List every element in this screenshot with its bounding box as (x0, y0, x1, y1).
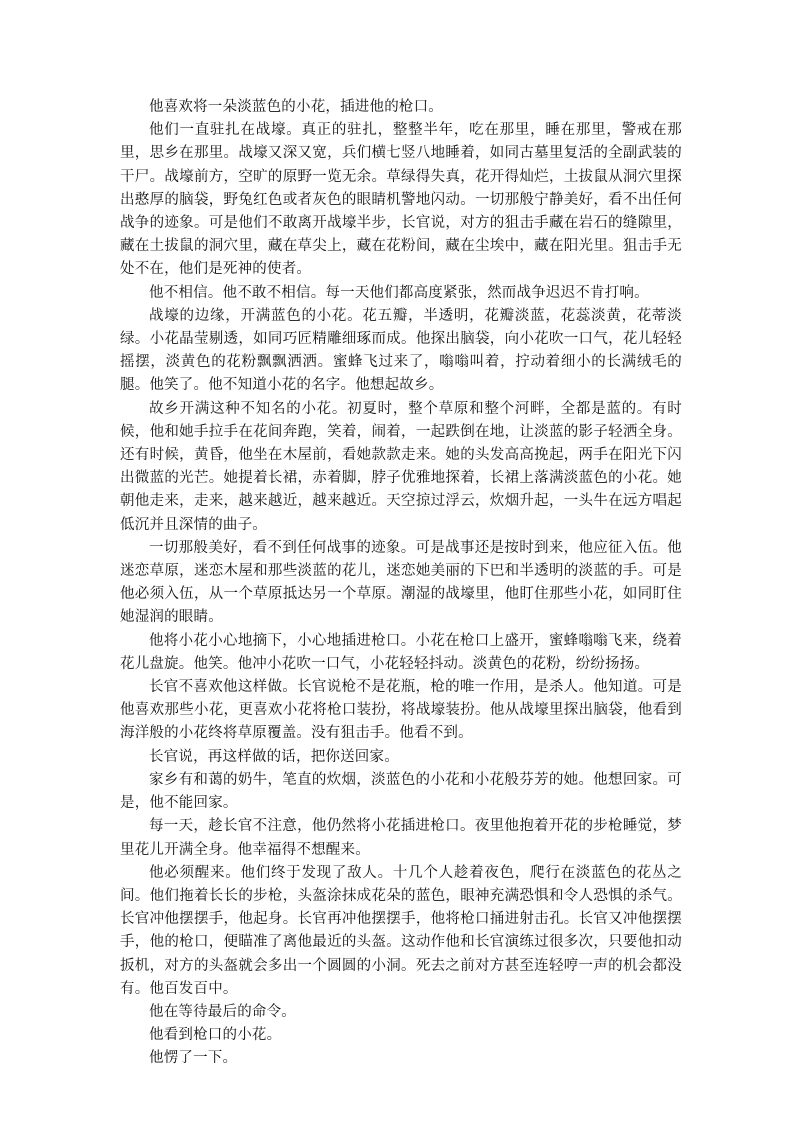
paragraph-9: 长官说，再这样做的话，把你送回家。 (149, 748, 399, 765)
paragraph-12: 他必须醒来。他们终于发现了敌人。十几个人趁着夜色，爬行在淡蓝色的花丛之间。他们拖着长长的步枪，头盔涂抹成花朵的蓝色，眼神充满恐惧和令人恐惧的杀气。长官冲他摆摆手，他起身。长官再冲他摆摆手，他将枪口捅进射击孔。长官又冲他摆摆手，他的枪口，便瞄准了离他最近的头盔。这动作他和长官演练过很多次，只要他扣动扳机，对方的头盔就会多出一个圆圆的小洞。死去之前对方甚至连轻哼一声的机会都没有。他百发百中。 (120, 864, 682, 997)
paragraph-6: 一切那般美好，看不到任何战事的迹象。可是战事还是按时到来，他应征入伍。他迷恋草原，迷恋木屋和那些淡蓝的花儿，迷恋她美丽的下巴和半透明的淡蓝的手。可是他必须入伍，从一个草原抵达另一个草原。潮湿的战壕里，他盯住那些小花，如同盯住她湿润的眼睛。 (120, 539, 682, 626)
paragraph-1: 他喜欢将一朵淡蓝色的小花，插进他的枪口。 (149, 99, 443, 115)
paragraph-14: 他看到枪口的小花。 (149, 1027, 282, 1044)
paragraph-8: 长官不喜欢他这样做。长官说枪不是花瓶，枪的唯一作用，是杀人。他知道。可是他喜欢那些小花，更喜欢小花将枪口装扮，将战壕装扮。他从战壕里探出脑袋，他看到海洋般的小花终将草原覆盖。没有狙击手。他看不到。 (120, 679, 682, 742)
paragraph-3: 他不相信。他不敢不相信。每一天他们都高度紧张，然而战争迟迟不肯打响。 (149, 284, 649, 301)
paragraph-11: 每一天，趁长官不注意，他仍然将小花插进枪口。夜里他抱着开花的步枪睡觉，梦里花儿开满全身。他幸福得不想醒来。 (120, 818, 682, 858)
paragraph-13: 他在等待最后的命令。 (149, 1003, 296, 1020)
paragraph-10: 家乡有和蔼的奶牛，笔直的炊烟，淡蓝色的小花和小花般芬芳的她。他想回家。可是，他不能回家。 (120, 771, 682, 812)
paragraph-4: 战壕的边缘，开满蓝色的小花。花五瓣，半透明，花瓣淡蓝，花蕊淡黄，花蒂淡绿。小花晶莹剔透，如同巧匠精雕细琢而成。他探出脑袋，向小花吹一口气，花儿轻轻摇摆，淡黄色的花粉飘飘洒洒。蜜蜂飞过来了，嗡嗡叫着，拧动着细小的长满绒毛的腿。他笑了。他不知道小花的名字。他想起故乡。 (120, 307, 682, 394)
paragraph-5: 故乡开满这种不知名的小花。初夏时，整个草原和整个河畔，全都是蓝的。有时候，他和她手拉手在花间奔跑，笑着，闹着，一起跌倒在地，让淡蓝的影子轻洒全身。还有时候，黄昏，他坐在木屋前，看她款款走来。她的头发高高挽起，两手在阳光下闪出微蓝的光芒。她提着长裙，赤着脚，脖子优雅地探着，长裙上落满淡蓝色的小花。她朝他走来，走来，越来越近，越来越近。天空掠过浮云，炊烟升起，一头牛在远方唱起低沉并且深情的曲子。 (120, 400, 682, 533)
document-page (120, 96, 682, 1071)
paragraph-15: 他愣了一下。 (149, 1050, 238, 1067)
paragraph-2: 他们一直驻扎在战壕。真正的驻扎，整整半年，吃在那里，睡在那里，警戒在那里，思乡在那里。战壕又深又宽，兵们横七竖八地睡着，如同古墓里复活的全副武装的干尸。战壕前方，空旷的原野一览无余。草绿得失真，花开得灿烂，土拔鼠从洞穴里探出憨厚的脑袋，野兔红色或者灰色的眼睛机警地闪动。一切那般宁静美好，看不出任何战争的迹象。可是他们不敢离开战壕半步，长官说，对方的狙击手藏在岩石的缝隙里，藏在土拔鼠的洞穴里，藏在草尖上，藏在花粉间，藏在尘埃中，藏在阳光里。狙击手无处不在，他们是死神的使者。 (120, 122, 682, 278)
paragraph-7: 他将小花小心地摘下，小心地插进枪口。小花在枪口上盛开，蜜蜂嗡嗡飞来，绕着花儿盘旋。他笑。他冲小花吹一口气，小花轻轻抖动。淡黄色的花粉，纷纷扬扬。 (120, 632, 682, 672)
